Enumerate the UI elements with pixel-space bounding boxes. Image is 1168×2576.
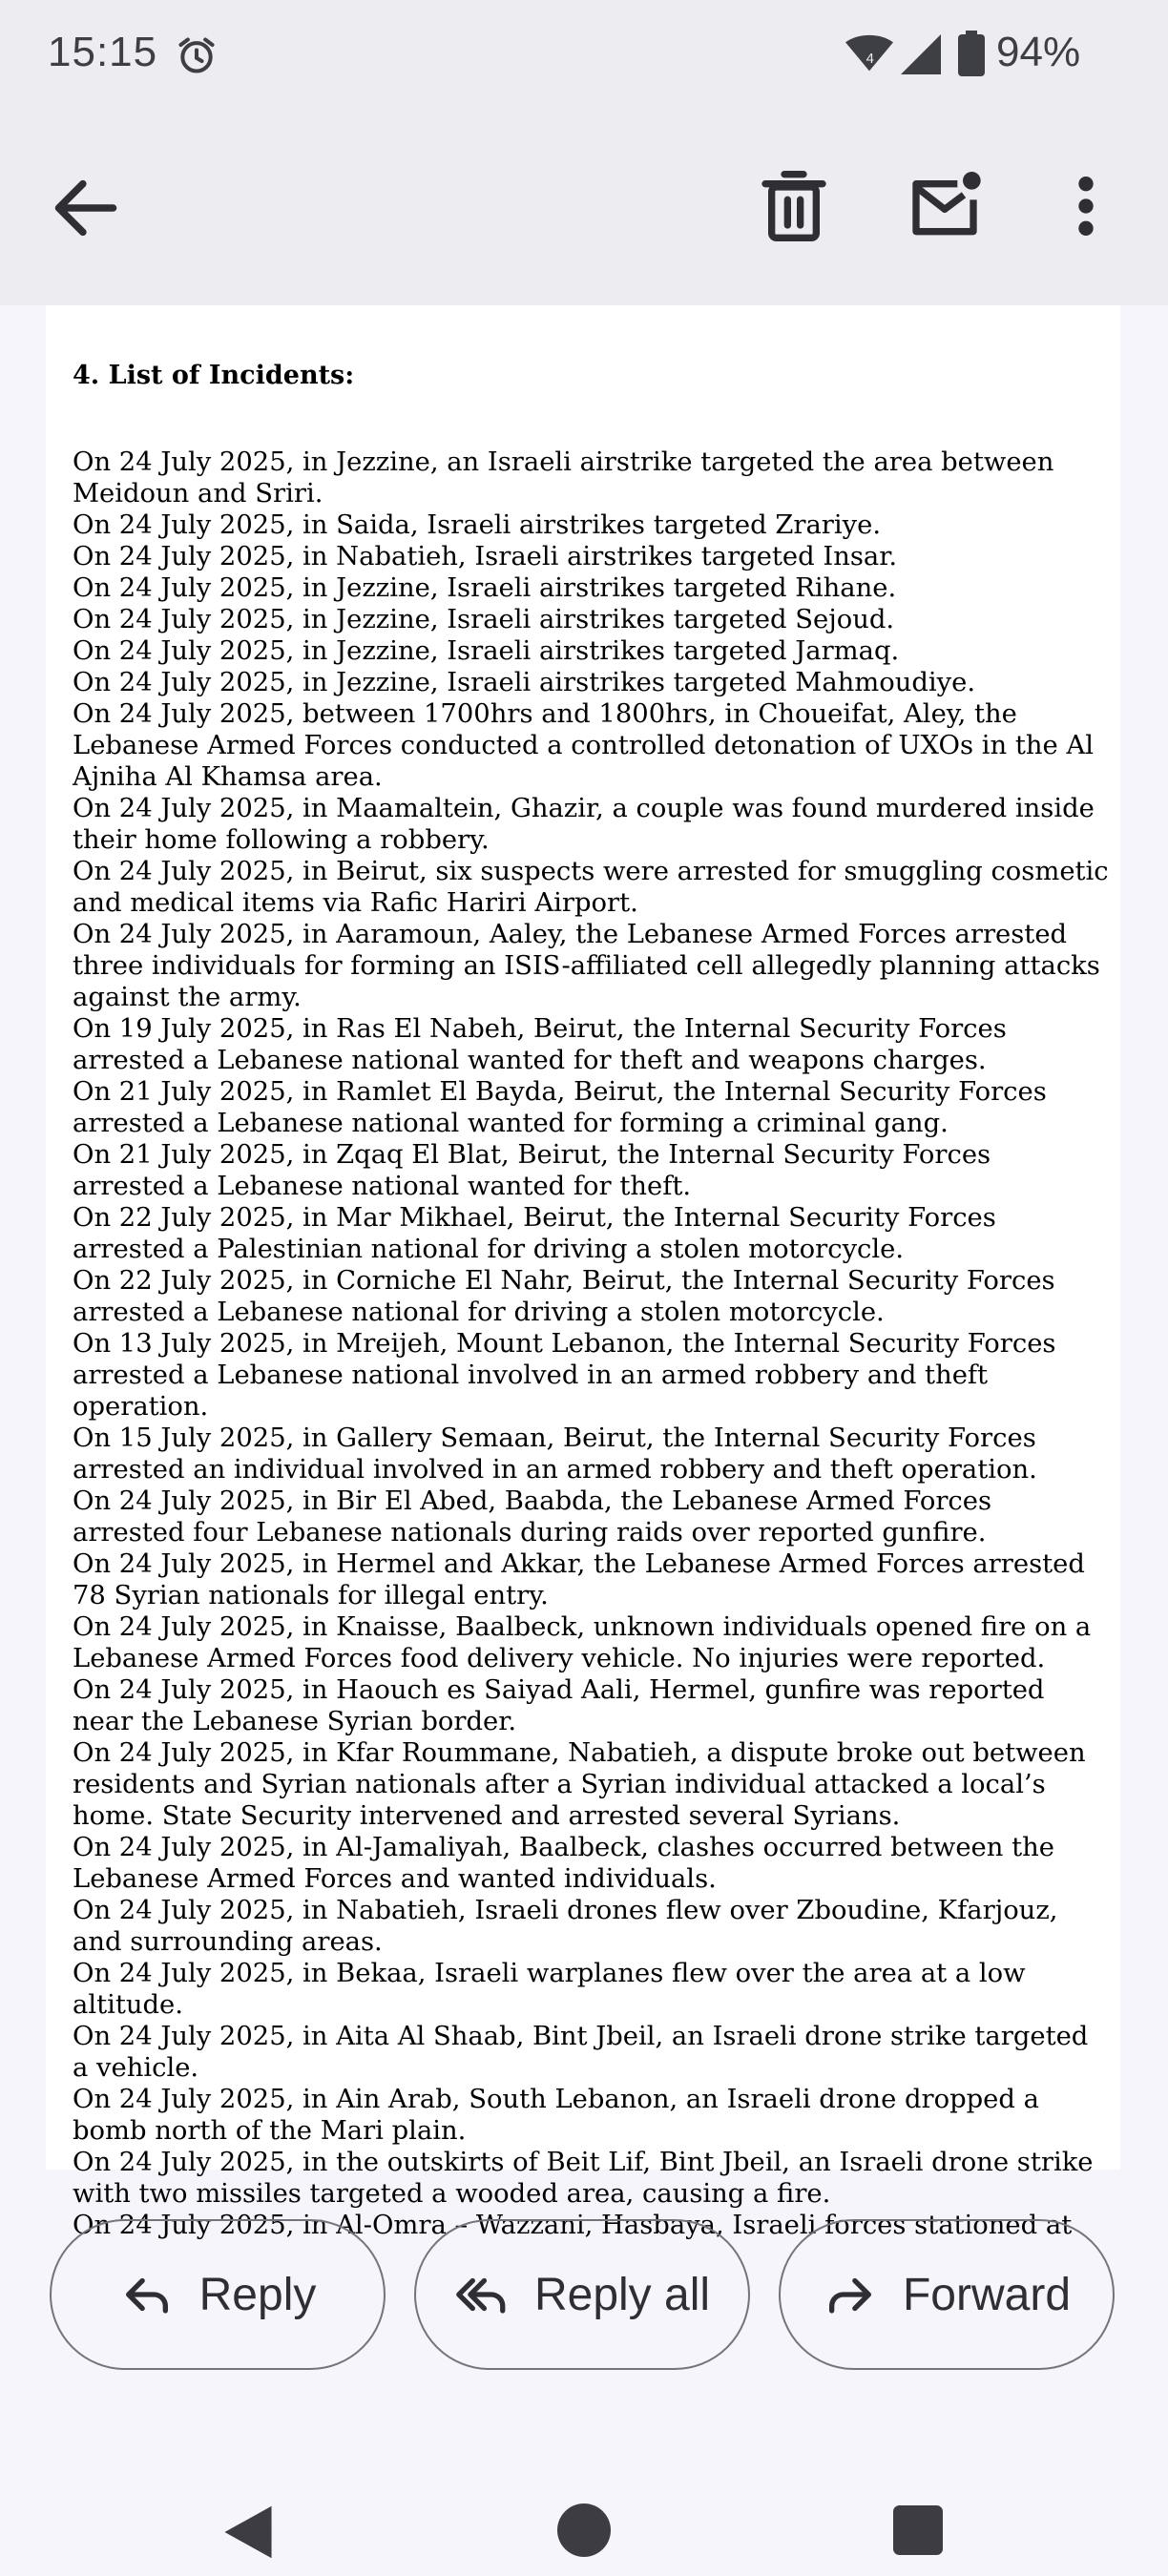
incident-item: On 24 July 2025, in Hermel and Akkar, the Lebanese Armed Forces arrested 78 Syrian nationals for illegal entry. [73,1549,1085,1610]
incident-item: On 22 July 2025, in Mar Mikhael, Beirut, the Internal Security Forces arrested a Palestinian national for driving a stolen motorcycle. [73,1203,996,1264]
incident-item: On 13 July 2025, in Mreijeh, Mount Lebanon, the Internal Security Forces arrested a Lebanese national involved in an armed robbery and theft operation. [73,1329,1056,1422]
reply-all-label: Reply all [533,2269,711,2320]
incident-item: On 24 July 2025, in Saida, Israeli airstrikes targeted Zrariye. [73,510,882,540]
nav-recents-icon[interactable] [893,2505,943,2555]
forward-icon [823,2267,878,2322]
reply-label: Reply [198,2269,317,2320]
forward-button[interactable] [779,2219,1115,2370]
incident-item: On 24 July 2025, in Aita Al Shaab, Bint Jbeil, an Israeli drone strike targeted a vehicle. [73,2022,1089,2083]
incident-item: On 21 July 2025, in Ramlet El Bayda, Beirut, the Internal Security Forces arrested a Lebanese national wanted for forming a criminal gang. [73,1077,1047,1138]
incident-item: On 24 July 2025, in Haouch es Saiyad Aali, Hermel, gunfire was reported near the Lebanese Syrian border. [73,1675,1045,1736]
email-toolbar [0,114,1168,305]
reply-all-icon [454,2267,510,2322]
battery-icon [958,31,985,76]
incident-item: On 24 July 2025, in Jezzine, Israeli airstrikes targeted Rihane. [73,573,897,603]
wifi-icon [845,34,893,73]
incident-item: On 24 July 2025, in the outskirts of Beit Lif, Bint Jbeil, an Israeli drone strike with two missiles targeted a wooded area, causing a fire. [73,2148,1094,2209]
trash-icon[interactable] [756,168,832,244]
forward-label: Forward [902,2269,1072,2320]
incident-item: On 24 July 2025, in Aaramoun, Aaley, the Lebanese Armed Forces arrested three individuals for forming an ISIS-affiliated cell allegedly planning attacks against the army. [73,920,1100,1012]
incident-item: On 24 July 2025, in Jezzine, Israeli airstrikes targeted Mahmoudiye. [73,668,976,697]
incident-item: On 19 July 2025, in Ras El Nabeh, Beirut, the Internal Security Forces arrested a Lebanese national wanted for theft and weapons charges. [73,1014,1007,1075]
cellular-signal-icon [901,34,941,74]
incident-item: On 15 July 2025, in Gallery Semaan, Beirut, the Internal Security Forces arrested an individual involved in an armed robbery and theft operation. [73,1423,1037,1485]
incident-item: On 24 July 2025, in Knaisse, Baalbeck, unknown individuals opened fire on a Lebanese Armed Forces food delivery vehicle. No injuries were reported. [73,1612,1092,1673]
incident-item: On 24 July 2025, in Bekaa, Israeli warplanes flew over the area at a low altitude. [73,1959,1026,2020]
nav-home-icon[interactable] [557,2503,611,2557]
incident-item: On 24 July 2025, in Nabatieh, Israeli drones flew over Zboudine, Kfarjouz, and surrounding areas. [73,1896,1058,1957]
reply-icon [119,2267,175,2322]
section-heading: 4. List of Incidents: [73,361,355,390]
incident-item: On 24 July 2025, in Al-Jamaliyah, Baalbeck, clashes occurred between the Lebanese Armed Forces and wanted individuals. [73,1833,1054,1894]
incident-item: On 24 July 2025, in Jezzine, Israeli airstrikes targeted Sejoud. [73,605,895,634]
incident-item: On 22 July 2025, in Corniche El Nahr, Beirut, the Internal Security Forces arrested a Lebanese national for driving a stolen motorcycle. [73,1266,1055,1327]
incident-item: On 24 July 2025, in Jezzine, Israeli airstrikes targeted Jarmaq. [73,636,900,666]
incident-item: On 21 July 2025, in Zqaq El Blat, Beirut, the Internal Security Forces arrested a Lebanese national wanted for theft. [73,1140,991,1201]
svg-text:4: 4 [866,51,875,67]
reply-all-button[interactable] [414,2219,750,2370]
status-bar [0,0,1168,114]
system-nav-bar [0,2414,1168,2576]
incident-item: On 24 July 2025, in Bir El Abed, Baabda, the Lebanese Armed Forces arrested four Lebanese nationals during raids over reported gunfire. [73,1486,992,1548]
reply-button[interactable] [50,2219,386,2370]
back-arrow-icon[interactable] [50,172,122,244]
email-body[interactable] [46,305,1120,2240]
incident-item: On 24 July 2025, in Maamaltein, Ghazir, a couple was found murdered inside their home following a robbery. [73,794,1095,855]
action-row [0,2170,1168,2389]
alarm-icon [176,34,218,76]
incident-item: On 24 July 2025, in Jezzine, an Israeli airstrike targeted the area between Meidoun and Sriri. [73,447,1054,509]
mark-unread-icon[interactable] [907,168,983,244]
incident-item: On 24 July 2025, in Nabatieh, Israeli airstrikes targeted Insar. [73,542,898,571]
incident-item: On 24 July 2025, in Beirut, six suspects were arrested for smuggling cosmetic and medical items via Rafic Hariri Airport. [73,857,1109,918]
incident-item: On 24 July 2025, in Kfar Roummane, Nabatieh, a dispute broke out between residents and Syrian nationals after a Syrian individual attacked a local’s home. State Security intervened and arrested several Syrians. [73,1738,1086,1831]
more-vert-icon[interactable] [1048,168,1124,244]
incident-list [73,447,1109,2241]
incident-item: On 24 July 2025, in Ain Arab, South Lebanon, an Israeli drone dropped a bomb north of the Mari plain. [73,2085,1039,2146]
incident-item: On 24 July 2025, between 1700hrs and 1800hrs, in Choueifat, Aley, the Lebanese Armed Forces conducted a controlled detonation of UXOs in the Al Ajniha Al Khamsa area. [73,699,1094,792]
status-time: 15:15 [48,29,158,75]
incident-item: On 24 July 2025, in Al-Omra – Wazzani, Hasbaya, Israeli forces stationed at [73,2211,1073,2240]
nav-back-icon[interactable] [221,2503,275,2561]
battery-percent: 94% [996,29,1081,75]
